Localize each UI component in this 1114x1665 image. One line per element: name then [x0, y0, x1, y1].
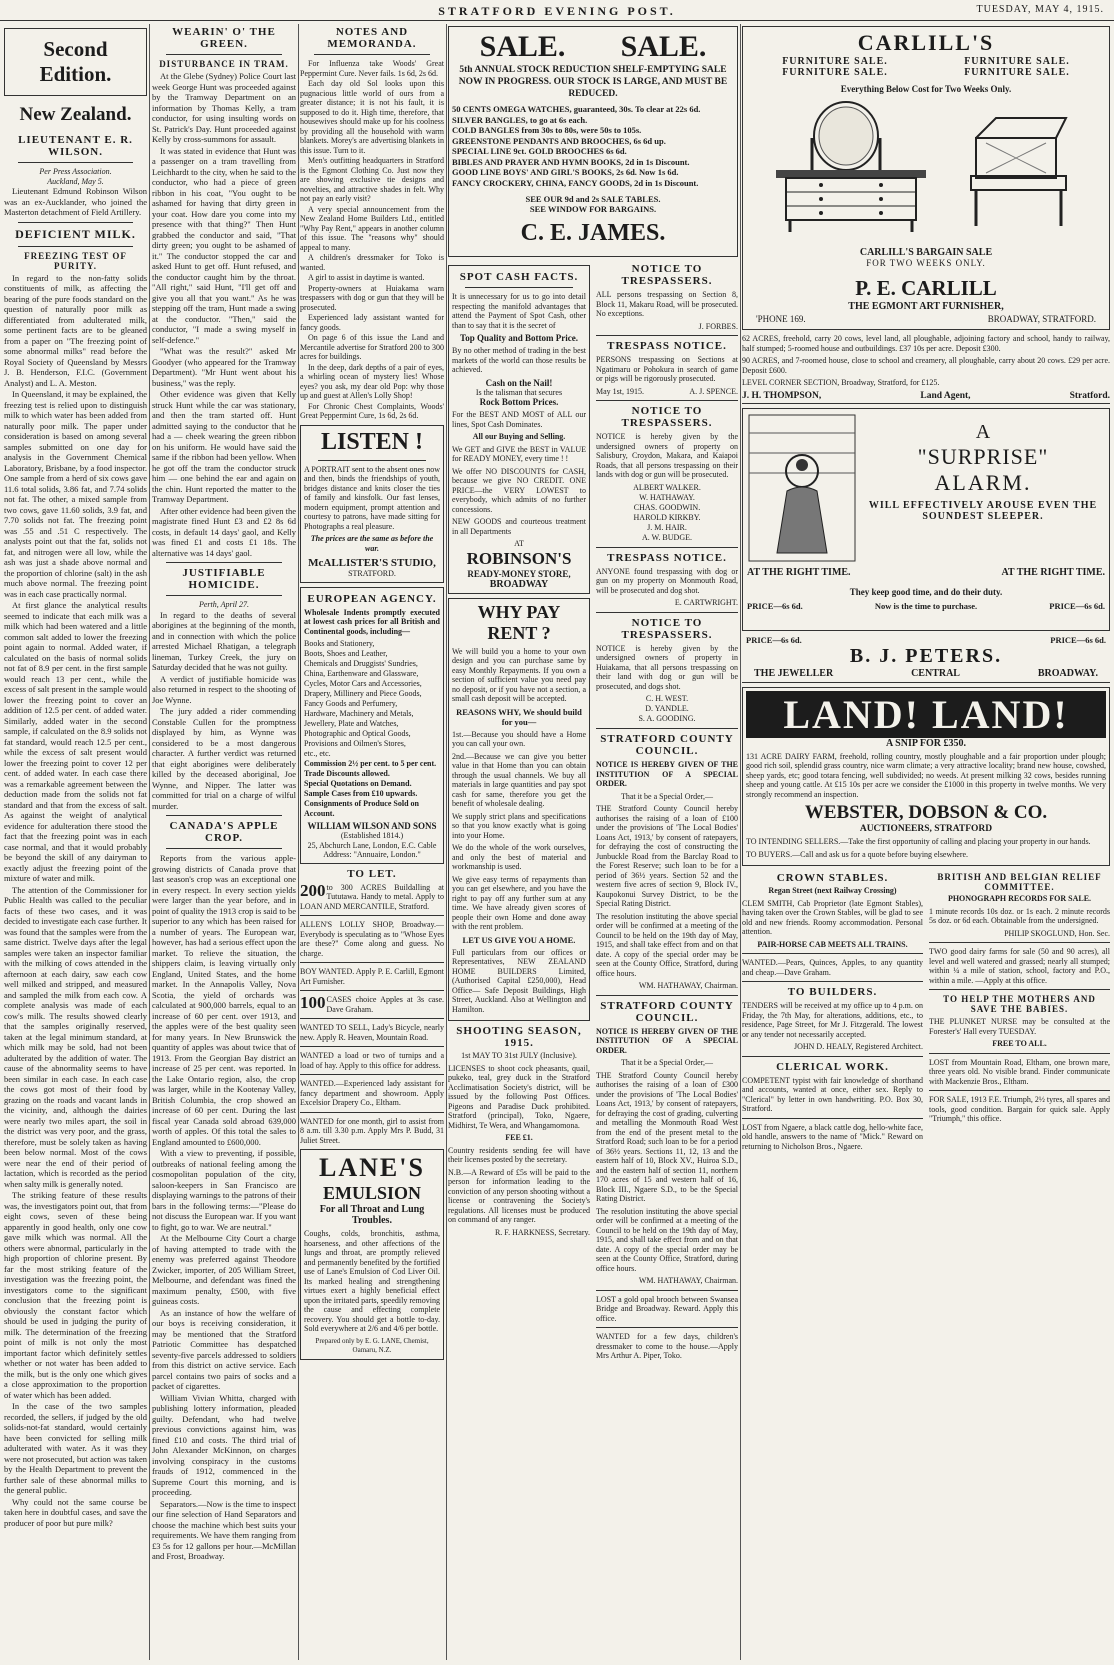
list-item: J. M. HAIR.	[647, 522, 687, 532]
reasons-text: We supply strict plans and specifications so that you know exactly what is going into your Home.	[452, 811, 586, 840]
carlill-tagline: THE EGMONT ART FURNISHER,	[848, 301, 1004, 312]
list-item: D. YANDLE.	[645, 704, 689, 713]
sale-heading: SALE.	[620, 30, 707, 63]
dairy-farms-ad: TWO good dairy farms for sale (50 and 90 acres), all level and well watered and grassed; nearly all stumped; within ¼ a mile of station, school, factory and P.O., within a mile. —Apply at this office.	[929, 947, 1110, 985]
shooting-fee: FEE £1.	[505, 1133, 533, 1142]
trespass-text: PERSONS trespassing on Sections at Ngatimaru or Pohokura in search of game or pigs will be rigorously prosecuted.	[596, 355, 738, 383]
wilson-article: Lieutenant Edmund Robinson Wilson was an ex-Aucklander, who joined the Masterton detachment of Field Artillery.	[4, 186, 147, 217]
list-item: Photographic and Optical Goods,	[304, 729, 411, 738]
column-1	[4, 24, 147, 1660]
dressing-table-icon	[746, 98, 1106, 243]
list-item: Commission 2½ per cent. to 5 per cent.	[304, 759, 437, 768]
spot-text: NEW GOODS and courteous treatment in all Departments	[452, 517, 586, 536]
builders-heading: TO BUILDERS.	[787, 986, 878, 998]
prices-note: The prices are the same as before the war.	[310, 534, 434, 553]
divider	[300, 915, 444, 916]
apples-ad: 100 CASES choice Apples at 3s case. Dave Graham.	[300, 993, 444, 1014]
spot-text: We GET and GIVE the BEST in VALUE for READY MONEY, every time ! !	[452, 444, 586, 463]
shooting-nb: N.B.—A Reward of £5s will be paid to the person for information leading to the conviction of any person shooting without a license or contravening the Society's regulations. All licenses must be produced on command of any ranger.	[448, 1167, 590, 1224]
sale-line: BIBLES AND PRAYER AND HYMN BOOKS, 2d in 1s Discount.	[452, 156, 690, 167]
sale-line: COLD BANGLES from 30s to 80s, were 50s to 105s.	[452, 125, 642, 135]
spot-firm: ROBINSON'S	[466, 548, 572, 568]
emulsion-body: Coughs, colds, bronchitis, asthma, hoarseness, and other affections of the lungs and throat, are promptly relieved and permanently benefited by the fortified use of Lane's Emulsion of Cod Liver Oil. Its marked healing and strengthening virtues exert a highly beneficial effect upon the irritated parts, speedily removing the cause and effecting complete recovery. You should get a bottle to-day. Sold everywhere at 2/6 and 4/6 per bottle.	[304, 1229, 440, 1333]
agency-address: 25, Abchurch Lane, London, E.C. Cable Address: "Annuaire, London."	[307, 840, 437, 859]
list-item: CHAS. GOODWIN.	[633, 502, 701, 512]
divider	[742, 1118, 923, 1119]
alarm-prices-2: PRICE—6s 6d. PRICE—6s 6d.	[746, 634, 1106, 645]
dateline: Auckland, May 5.	[47, 176, 104, 186]
turnips-ad: WANTED a load or two of turnips and a load of hay. Apply to this office for address.	[300, 1051, 444, 1070]
press-credit: Per Press Association.	[39, 167, 112, 176]
trespass-signature: J. FORBES.	[698, 321, 738, 331]
trespass-text: ALL persons trespassing on Section 8, Block 11, Makaru Road, will be prosecuted. No exceptions.	[596, 290, 738, 318]
portrait-text: A PORTRAIT sent to the absent ones now and then, binds the friendships of youth, bridges distance and knits closer the ties of family and kinsfolk. Our fast lenses, modern equipment, prompt attention and courtesy to patrons, have made sitting for Photographs a real pleasure.	[304, 464, 440, 531]
sale-firm: C. E. JAMES.	[520, 220, 666, 246]
lolly-ad: ALLEN'S LOLLY SHOP, Broadway.—Everybody is speculating as to "Whose Eyes are these?" Come along and guess. No charge.	[300, 920, 444, 958]
crown-body: CLEM SMITH, Cab Proprietor (late Egmont Stables), having taken over the Crown Stables, will be glad to see old and new friends. Roomy accommodation. Personal attention.	[742, 898, 923, 936]
dateline: Perth, April 27.	[198, 600, 250, 609]
council-heading: STRATFORD COUNTY COUNCIL.	[600, 733, 734, 757]
studio-town: STRATFORD.	[348, 569, 396, 578]
below-cost-line: Everything Below Cost for Two Weeks Only.	[840, 84, 1012, 94]
council-heading: STRATFORD COUNTY COUNCIL.	[600, 999, 734, 1024]
divider	[742, 1056, 923, 1057]
spot-cash-advert	[448, 265, 590, 594]
list-item: Chemicals and Druggists' Sundries,	[304, 659, 418, 668]
trespass-names	[596, 483, 738, 543]
subhead-freezing: FREEZING TEST OF PURITY.	[24, 250, 127, 271]
sale-lines	[452, 104, 734, 188]
trespass-signature: E. CARTWRIGHT.	[674, 598, 738, 607]
trespass-names	[596, 694, 738, 724]
reasons-text: 2nd.—Because we can give you better value in that Home than you can obtain through the usual channels. We buy all materials in large quantities and pay spot cash for same, therefore you get the benefit of wholesale dealing.	[452, 751, 586, 808]
acres-ad: 200 to 300 ACRES Buildalling at Tututawa. Handy to metal. Apply to LOAN AND MERCANTILE, Stratford.	[300, 880, 444, 911]
free-to-all: FREE TO ALL.	[992, 1039, 1047, 1048]
furniture-sale-label: FURNITURE SALE.	[782, 67, 888, 78]
home-builders-text: Full particulars from our offices or Representatives, NEW ZEALAND HOME BUILDERS Limited, (Authorised Capital £250,000), Head Office— Safe Deposit Buildings, High Street, Auckland. Also at Wellington and Hamilton.	[452, 947, 586, 1014]
headline-apple: CANADA'S APPLE CROP.	[169, 820, 279, 844]
agency-firm: WILLIAM WILSON AND SONS	[307, 821, 437, 831]
lost-mare-ad: LOST from Mountain Road, Eltham, one brown mare, three years old. No visible brand. Finder communicate with Mackenzie Bros., Eltham.	[929, 1057, 1110, 1086]
bargain-line: CARLILL'S BARGAIN SALE	[859, 247, 993, 258]
council-that: That it be a Special Order,—	[620, 1058, 714, 1067]
list-item: Hardware, Machinery and Metals,	[304, 709, 414, 718]
armchair-icon	[971, 118, 1066, 226]
furniture-sale-lines	[746, 56, 1106, 67]
divider	[300, 1046, 444, 1047]
council-signature: WM. HATHAWAY, Chairman.	[638, 981, 738, 990]
agency-intro: Wholesale Indents promptly executed at lowest cash prices for all British and Continental goods, including—	[304, 607, 440, 636]
reasons-text: 1st.—Because you should have a Home you can call your own.	[452, 729, 586, 748]
shooting-body: LICENSES to shoot cock pheasants, quail, pukeko, teal, grey duck in the Stratford Acclimatisation Society's district, will be issued by the following Post Offices. Pigeons and Paradise Duck prohibited. Stratford (principal), Toko, Ngaere, Midhirst, Te Wera, and Whangamomona.	[448, 1063, 590, 1130]
shooting-dates: 1st MAY TO 31st JULY (Inclusive).	[461, 1051, 577, 1060]
alarm-advert	[742, 408, 1110, 631]
emulsion-title: EMULSION	[322, 1183, 421, 1203]
divider	[18, 246, 132, 247]
rent-heading: WHY PAY RENT ?	[477, 601, 561, 643]
girl-wanted-ad: WANTED for one month, girl to assist from 8 a.m. till 3.30 p.m. Apply Mrs P. Budd, 31 Juliet Street.	[300, 1116, 444, 1145]
alarm-a: A	[975, 420, 991, 443]
divider	[300, 1112, 444, 1113]
crown-address: Regan Street (next Railway Crossing)	[768, 886, 897, 895]
carlill-phone: 'PHONE 169.	[756, 314, 806, 324]
plunket-text: THE PLUNKET NURSE may be consulted at the Forester's' Hall every TUESDAY.	[929, 1017, 1110, 1036]
list-item: A. W. BUDGE.	[641, 532, 692, 542]
divider	[465, 287, 572, 288]
divider	[742, 953, 923, 954]
divider	[929, 942, 1110, 943]
col4-left	[448, 261, 590, 1364]
divider	[18, 162, 132, 163]
council-that: That it be a Special Order,—	[620, 791, 714, 801]
carlill-advert	[742, 26, 1110, 330]
furniture-illustration	[746, 98, 1106, 243]
trespass-heading: TRESPASS NOTICE.	[607, 551, 727, 564]
alarm-right-time: AT THE RIGHT TIME. AT THE RIGHT TIME.	[747, 566, 1105, 578]
furniture-sale-label: FURNITURE SALE.	[964, 56, 1070, 67]
divider	[300, 990, 444, 991]
land-body: 131 ACRE DAIRY FARM, freehold, rolling country, mostly ploughable and a fair proportion under plough; good rich soil, splendid grass country, nice warm climate; a very attractive locality; brand new house, cowshed, sheep yards, etc; good totara fencing, well subdivided; no weeds. At present milking 32 cows, besides running sheep and young cattle. At £15 10s per acre we consider the £1000 in this property in twelve months. We very strongly recommend an inspection.	[746, 751, 1106, 799]
homicide-article: In regard to the deaths of several aborigines at the beginning of the month, and in connection with which the police arrested Michael Rhatigan, a telegraph lineman, Turkey Creek, the jury on Saturday decided that he was not guilty. A verdict of justifiable homicide was also returned in respect to the shooting of Joe Wynne. The jury added a rider commending Constable Cullen for the promptness displayed by him, as Wynne was considered to be a most dangerous character. A further verdict was returned that eight aborigines were deliberately killed by the deceased aboriginal, Joe Wynne, and Nipper. The latter was committed for trial on a charge of wilful murder.	[152, 609, 296, 811]
spot-text: We offer NO DISCOUNTS for CASH, because we give NO CREDIT. ONE PRICE—the VERY LOWEST to everybody, which admits of no further concessions.	[452, 466, 586, 514]
second-edition-box	[4, 28, 147, 96]
column-divider	[446, 24, 447, 1660]
land-advert	[742, 687, 1110, 867]
list-item: Consignments of Produce Sold on Account.	[304, 799, 419, 818]
sale-line: 50 CENTS OMEGA WATCHES, guaranteed, 30s. To clear at 22s 6d.	[452, 104, 701, 114]
reasons-heading: REASONS WHY, We should build for you—	[456, 706, 582, 727]
divider	[18, 222, 132, 223]
furniture-sale-lines	[746, 67, 1106, 78]
rent-text: We will build you a home to your own design and you can purchase same by easy Monthly Repayments. If you own a section of sufficient value you need pay no deposit, or if you have not a section, a small cash deposit will be accepted.	[452, 646, 586, 703]
apple-article: Reports from the various apple-growing districts of Canada prove that last season's crop was an exceptional one in every respect. In every section yields were larger than the year before, and in point of quality the 1913 crop is said to be superior to any which has been raised for a number of years. The European war, however, has had a serious effect upon the market. To relieve the situation, the shippers claim, is leaving virtually only England, United States, and the home market. In the Annapolis Valley, Nova Scotia, the yield of orchards was calculated at 900,000 barrels, equal to an increase of 60 per cent. over 1913, and the apples were of the best quality seen for many years. In New Brunswick the quantity of apples was about twice that of 1913. From the Georgian Bay district an increase of 25 per cent. was reported. In the Lake Ontario region, also, the crop was larger, while in the Kootenay Valley, British Columbia, the crop showed an increase of 60 per cent. During the last fiscal year Canada sold abroad 639,000 worth of apples. Of this total the sales to England amounted to £600,000. With a view to preventing, if possible, outbreaks of national feeling among the cosmopolitan population of the city, saloon-keepers in San Francisco are displaying warnings to the patrons of their bars in the following terms:—"Please do not discuss the European war. If you want to fight, go to war. We are neutral." At the Melbourne City Court a charge of having attempted to trade with the enemy was preferred against Theodore Zwicker, importer, of 205 William Street, Melbourne, and defendant was fined the maximum penalty, £500, with five guineas costs. As an instance of how the welfare of our boys is receiving consideration, it may be mentioned that the Stratford Patriotic Committee has despatched seventy-five parcels addressed to soldiers from this district on active service. Each parcel contains two pairs of socks and a packet of cigarettes. William Vivian Whitta, charged with publishing lottery information, pleaded guilty. Defendant, who had twelve previous convictions against him, was fined £10 and costs. The third trial of John Alexander McKinnon, on charges involving conspiracy in the customs frauds of 1912, commenced in the Supreme Court this morning, and is proceeding. Separators.—Now is the time to inspect our fine selection of Hand Separators and choose the machine which best suits your requirements. We have them ranging from £3 5s for 12 gallons per hour.—McMillan and Frost, Broadway.	[152, 853, 296, 1561]
headline-milk: DEFICIENT MILK.	[15, 226, 136, 241]
peters-line: THE JEWELLER CENTRAL BROADWAY.	[742, 668, 1110, 683]
bargain-period: FOR TWO WEEKS ONLY.	[866, 258, 986, 268]
column-5	[742, 24, 1110, 1660]
triumph-sale-ad: FOR SALE, 1913 F.E. Triumph, 2½ tyres, all spares and tools, good condition. Bargain for quick sale. Apply "Triumph," this office.	[929, 1095, 1110, 1123]
mothers-heading: TO HELP THE MOTHERS AND SAVE THE BABIES.	[943, 994, 1096, 1014]
pears-ad: WANTED.—Pears, Quinces, Apples, to any quantity and cheap.—Dave Graham.	[742, 958, 923, 977]
spot-text: For the BEST AND MOST of ALL our lines, Spot Cash Dominates.	[452, 410, 586, 429]
divider	[166, 848, 281, 849]
issue-date: TUESDAY, MAY 4, 1915.	[976, 4, 1104, 15]
divider	[929, 989, 1110, 990]
list-item: Provisions and Oilmen's Stores,	[304, 739, 406, 748]
carlill-name: P. E. CARLILL	[855, 276, 997, 300]
sale-headings	[452, 30, 734, 64]
column-2	[152, 24, 296, 1660]
divider	[314, 54, 429, 55]
spot-heading: SPOT CASH FACTS.	[459, 271, 579, 283]
divider	[596, 612, 738, 613]
divider	[929, 1053, 1110, 1054]
spot-top-quality: Top Quality and Bottom Price.	[460, 333, 578, 343]
sale-line: SILVER BANGLES, to go at 6s each.	[452, 114, 588, 125]
land-listing: 90 ACRES, and 7-roomed house, close to school and creamery, all ploughable, carry about 20 cows. £29 per acre. Deposit £600.	[742, 356, 1110, 375]
webster-name: WEBSTER, DOBSON & CO.	[804, 802, 1048, 823]
trespass-text: ANYONE found trespassing with dog or gun on my property on Monmouth Road, will be prosecuted and dog shot.	[596, 566, 738, 595]
lost-brooch-ad: LOST a gold opal brooch between Swansea Bridge and Broadway. Reward. Apply this office.	[596, 1294, 738, 1323]
divider	[596, 1290, 738, 1291]
column-4	[448, 24, 738, 1660]
council-subheading: NOTICE IS HEREBY GIVEN OF THE INSTITUTION OF A SPECIAL ORDER.	[596, 1026, 738, 1055]
emulsion-maker: Prepared only by E. G. LANE, Chemist, Oamaru, N.Z.	[315, 1336, 429, 1354]
divider	[742, 981, 923, 982]
boy-wanted-ad: BOY WANTED. Apply P. E. Carlill, Egmont Art Furnisher.	[300, 967, 444, 986]
col5-left	[742, 870, 923, 1154]
spot-rock-bottom: Rock Bottom Prices.	[479, 397, 559, 407]
trespass-signature: A. J. SPENCE.	[689, 386, 738, 396]
agency-advert	[300, 587, 444, 864]
phono-heading: PHONOGRAPH RECORDS FOR SALE.	[947, 894, 1092, 903]
sale-line: SPECIAL LINE 9ct. GOLD BROOCHES 6s 6d.	[452, 146, 627, 156]
reasons-text: We do the whole of the work ourselves, and only the best of material and workmanship is used.	[452, 843, 586, 871]
list-item: China, Earthenware and Glassware,	[304, 669, 419, 678]
column-divider	[149, 24, 150, 1660]
spot-text: It is unnecessary for us to go into detail respecting the manifold advantages that attend the Payment of Spot Cash, other than to say that it is the secret of	[452, 292, 586, 330]
spot-at: AT	[514, 539, 524, 548]
to-buyers: TO BUYERS.—Call and ask us for a quote before buying elsewhere.	[746, 849, 969, 859]
council-text: THE Stratford County Council hereby authorises the raising of a loan of £100 under the provisions of 'The Local Bodies' Loans Act, 1913,' by consent of ratepayers, for defraying the cost of constructing the Junbuckle Road from the Barclay Road to the Forest Reserve; such loan to be for a period of 36½ years. Section 52 and the western five acres of section 9, Block IV., Kaupokonui Survey District, to be the Special Rating District.	[596, 804, 738, 908]
agency-est: (Established 1814.)	[340, 831, 404, 840]
list-item: Special Quotations on Demand.	[304, 779, 412, 788]
land-agent: J. H. THOMPSON, Land Agent, Stratford.	[742, 391, 1110, 404]
agency-terms	[304, 759, 440, 819]
alarm-title: ALARM.	[934, 469, 1032, 495]
furniture-sale-label: FURNITURE SALE.	[964, 67, 1070, 78]
assistant-ad: WANTED.—Experienced lady assistant for fancy department and showroom. Apply Excelsior Drapery Co., Eltham.	[300, 1079, 444, 1107]
tolet-heading: TO LET.	[347, 867, 397, 880]
sale-line: GOOD LINE BOYS' AND GIRL'S BOOKS, 2s 6d. Now 1s 6d.	[452, 167, 679, 177]
list-item: Drapery, Millinery and Piece Goods,	[304, 689, 422, 698]
list-item: Jewellery, Plate and Watches,	[304, 719, 399, 728]
divider	[166, 562, 281, 563]
trespass-heading: TRESPASS NOTICE.	[607, 340, 727, 352]
masthead	[0, 0, 1114, 21]
trespass-date: May 1st, 1915.	[596, 386, 644, 396]
lost-dog-ad: LOST from Ngaere, a black cattle dog, hello-white face, old handle, answers to the name of "Mick." Reward on returning to Nicholson Bros., Ngaere.	[742, 1122, 923, 1151]
tram-article: At the Glebe (Sydney) Police Court last week George Hunt was proceeded against by the Tramway Department on an information by Thomas Kelly, a tram conductor, for using insulting words on St. Patrick's Day. Hunt proceeded against Kelly by cross-summons for assault. It was stated in evidence that Hunt was a passenger on a tram travelling from Leichhardt to the city, when he said to the conductor, who had a piece of green ribbon in his coat, "You ought to be ashamed for having that dirty green in your coat. How dare you come into my presence with that thing?" Then Hunt grabbed the conductor and said, "That dirty green; you ought to be ashamed of it." The conductor stopped the car and asked Hunt to get off. Hunt refused, and the conductor caught him by the throat. "All right," said Hunt, "I'll get off and give you all that you want." As he was stepping off the tram, Hunt made a swing at the conductor. "Then," said the conductor, "I made a swing myself in self-defence." "What was the result?" asked Mr Goodyer (who appeared for the Tramway Department). "Mr Hunt went about his business," was the reply. Other evidence was given that Kelly struck Hunt while the car was stationary, and then the tram started off. Hunt admitted saying to the conductor that he had a — cheek wearing the green ribbon on his uniform. He would have said the same if the ribbon had been yellow. When he got off the tram the conductor struck him — one behind the ear and again on the chin. Hunt reported the matter to the Tramway Department. After other evidence had been given the magistrate fined Hunt £3 and £2 8s 6d costs, in default 14 days' gaol, and Kelly was fined £1 and costs £1 18s. The alternative was 14 days' gaol.	[152, 71, 296, 558]
divider	[166, 54, 281, 55]
phono-body: 1 minute records 10s doz. or 1s each. 2 minute records 5s doz. or 6d each. Obtainable from the undersigned.	[929, 906, 1110, 925]
council-resolution: The resolution instituting the above special order will be confirmed at a meeting of the Council to be held on the 19th day of May, 1915, and shall take effect from and on that date. A copy of the special order may be seen at the County Office, Stratford, during office hours.	[596, 1206, 738, 1273]
list-item: S. A. GOODING.	[638, 714, 696, 723]
list-item: HAROLD KIRKBY.	[633, 512, 701, 522]
spot-broadway: BROADWAY	[489, 578, 549, 590]
clerical-text: COMPETENT typist with fair knowledge of shorthand and accounts, wanted at once, either sex. Reply to "Clerical" by letter in own handwriting. P.O. Box 30, Stratford.	[742, 1075, 923, 1113]
alarm-surprise: "SURPRISE"	[917, 443, 1049, 469]
furniture-sale-label: FURNITURE SALE.	[782, 56, 888, 67]
shooting-signature: R. F. HARKNESS, Secretary.	[494, 1227, 590, 1237]
trespass-text: NOTICE is hereby given by the undersigned owners of property on Salisbury, Croydon, Makara, and Kaiapoi Roads, that all persons trespassing on their lands with dog or gun will be prosecuted.	[596, 432, 738, 479]
col4-right	[596, 261, 738, 1364]
divider	[596, 547, 738, 548]
bicycle-ad: WANTED TO SELL, Lady's Bicycle, nearly new. Apply R. Heaven, Mountain Road.	[300, 1023, 444, 1042]
sale-heading: SALE.	[479, 30, 566, 63]
carlill-heading: CARLILL'S	[857, 30, 995, 55]
newspaper-title: STRATFORD EVENING POST.	[438, 4, 676, 18]
list-item: Sample Cases from £10 upwards.	[304, 789, 418, 798]
trespass-heading: NOTICE TO TRESPASSERS.	[621, 616, 713, 641]
council-subheading: NOTICE IS HEREBY GIVEN OF THE INSTITUTION OF A SPECIAL ORDER.	[596, 760, 738, 788]
section-heading: New Zealand.	[19, 104, 132, 125]
spot-text: Is the talisman that secures	[475, 387, 563, 397]
col4-split	[448, 261, 738, 1364]
council-text: THE Stratford County Council hereby authorises the raising of a loan of £300 under the provisions of 'The Local Bodies' Loans Act, 1913,' by consent of ratepayers, for defraying the cost of grading, culverting and metalling the Monmouth Road West from the end of the present metal to the Stratford Road; such loan to be for a period of 36½ years. Sections 11, 12, 13 and the eastern half of 10, Block XV., Huiroa S.D., and the eastern half of section 11, northern 170 acres of 15 and western half of 16, Block III., Ngaere S.D., to be the Special Rating District.	[596, 1070, 738, 1203]
list-item: Trade Discounts allowed.	[304, 769, 390, 778]
trespass-text: NOTICE is hereby given by the undersigned owners of property in Huiakama, that all persons trespassing on their land with dog or gun will be prosecuted, and dogs shot.	[596, 643, 738, 691]
council-resolution: The resolution instituting the above special order will be confirmed at a meeting of the Council to be held on the 19th day of May, 1915, and shall take effect from and on that date. A copy of the special order may be seen at the County Office, Stratford, during office hours.	[596, 911, 738, 978]
divider	[596, 400, 738, 401]
sale-tables: SEE OUR 9d and 2s SALE TABLES.	[525, 194, 661, 204]
studio-advert	[300, 425, 444, 583]
crown-cab: PAIR-HORSE CAB MEETS ALL TRAINS.	[757, 939, 908, 949]
sale-intro: 5th ANNUAL STOCK REDUCTION SHELF-EMPTYING SALE NOW IN PROGRESS. OUR STOCK IS LARGE, AND MUST BE REDUCED.	[458, 65, 728, 99]
alarm-tagline: They keep good time, and do their duty.	[849, 586, 1003, 597]
sale-line: GREENSTONE PENDANTS AND BROOCHES, 6s 6d up.	[452, 135, 666, 146]
divider	[300, 1018, 444, 1019]
council-signature: WM. HATHAWAY, Chairman.	[638, 1276, 738, 1285]
spot-text: All our Buying and Selling.	[472, 432, 566, 441]
spot-text: By no other method of trading in the best markets of the world can those results be achieved.	[452, 346, 586, 374]
agency-list	[304, 639, 440, 759]
intending-sellers: TO INTENDING SELLERS.—Take the first opportunity of calling and placing your property in our hands.	[746, 837, 1091, 846]
divider	[318, 460, 427, 461]
list-item: W. HATHAWAY.	[639, 492, 695, 502]
relief-heading: BRITISH AND BELGIAN RELIEF COMMITTEE.	[937, 872, 1102, 892]
headline-wilson: LIEUTENANT E. R. WILSON.	[18, 134, 133, 158]
edition-heading: Second Edition.	[39, 37, 112, 86]
sale-line: FANCY CROCKERY, CHINA, FANCY GOODS, 2d in 1s Discount.	[452, 177, 699, 188]
land-snip: A SNIP FOR £350.	[885, 737, 966, 749]
alarm-claim: WILL EFFECTIVELY AROUSE EVEN THE SOUNDEST SLEEPER.	[868, 499, 1098, 522]
divider	[929, 1090, 1110, 1091]
divider	[166, 595, 281, 596]
list-item: Fancy Goods and Perfumery,	[304, 699, 398, 708]
phono-signature: PHILIP SKOGLUND, Hon. Sec.	[1004, 928, 1110, 938]
tenders-signature: JOHN D. HEALY, Registered Architect.	[793, 1042, 923, 1051]
clock-figure-icon	[747, 413, 857, 563]
emulsion-brand: LANE'S	[319, 1153, 425, 1182]
list-item: Boots, Shoes and Leather,	[304, 649, 388, 658]
agency-heading: EUROPEAN AGENCY.	[307, 592, 437, 605]
alarm-prices: PRICE—6s 6d. Now is the time to purchase. PRICE—6s 6d.	[747, 600, 1105, 611]
divider	[300, 962, 444, 963]
listen-heading: LISTEN !	[320, 428, 424, 455]
webster-tagline: AUCTIONEERS, STRATFORD	[859, 824, 993, 834]
divider	[300, 1074, 444, 1075]
carlill-contact	[746, 312, 1106, 326]
studio-name: McALLISTER'S STUDIO,	[308, 557, 436, 569]
land-listing: LEVEL CORNER SECTION, Broadway, Stratford, for £125.	[742, 378, 940, 387]
reasons-text: We give easy terms of repayments than you can get elsewhere, and you have the right to pay off any further sum at any time. We have already given scores of people their own Home and done away with the rent problem.	[452, 874, 586, 931]
trespass-heading: NOTICE TO TRESPASSERS.	[621, 263, 713, 287]
list-item: Books and Stationery,	[304, 639, 375, 648]
headline-homicide: JUSTIFIABLE HOMICIDE.	[182, 567, 266, 591]
notes-article: For Influenza take Woods' Great Peppermint Cure. Never fails. 1s 6d, 2s 6d. Each day old Sol looks upon this pugnacious little world of ours from a greater distance; it is not his fault, it is supposed to do it. High time, therefore, that housewives should make up for his coolness by providing all the household with warm blankets. Morey's are advertising blankets in this issue. Turn to it. Men's outfitting headquarters in Stratford is the Egmont Clothing Co. Just now they are showing exclusive tie designs and novelties, and attractive shades in felt. Why not pay an early visit? A very special announcement from the New Zealand Home Builders Ltd., entitled "Why Pay Rent," appears in another column of this issue. The "reasons why" should appeal to many. A children's dressmaker for Toko is wanted. A girl to assist in daytime is wanted. Property-owners at Huiakama warn trespassers with dog or gun that they will be prosecuted. Experienced lady assistant wanted for fancy goods. On page 6 of this issue the Land and Mercantile advertise for Stratford 200 to 300 acres for buildings. In the deep, dark depths of a pair of eyes, a whirling ocean of mystery lies! Whose eyes? you ask, my dear old Pop: why those up and guest at Allen's Lolly Shop! For Chronic Chest Complaints, Woods' Great Peppermint Cure, 1s 6d, 2s 6d.	[300, 59, 444, 420]
dressmaker-ad: WANTED for a few days, children's dressmaker to come to the house.—Apply Mrs Arthur A. Piper, Toko.	[596, 1332, 738, 1360]
clerical-heading: CLERICAL WORK.	[776, 1060, 889, 1073]
column-divider	[298, 24, 299, 1660]
list-item: etc., etc.	[304, 749, 331, 758]
land-heading: LAND! LAND!	[746, 691, 1106, 738]
milk-article: In regard to the non-fatty solids constituents of milk, as affecting the bearing of the pure foods standard on the question of naturally poor milk as differentiated from adulterated milk, some pertinent facts are to be gleaned from a paper on "The freezing point of some abnormal milks" read before the Royal Society of Queensland by Messrs J. B. Henderson, F.I.C. (Government Analyst) and L. A. Meston. In Queensland, it may be explained, the freezing test is relied upon to distinguish milk to which water has been added from naturally poor milk. The paper under consideration is based on among several samples submitted on one day for analysis in the Government Chemical Laboratory, Brisbane, by a food inspector. One sample from a herd of six cows gave 11.6 total solids, 3.86 fat, and 7.74 solids not fat. The other, a mixed sample from two cows, gave 11.60 solids, 3.9 fat, and 7.70 solids not fat. The freezing point was .55 and .51 C respectively. The analysts point out that the fat, solids not fat, and nitrogen were all low, while the ash was just a shade above normal and the proportion of chlorine (salt) in the ash much above normal. The freezing point was in each case practically normal. At first glance the analytical results seemed to indicate that each milk was a milk which had been watered and a little common salt added to lower the freezing point again to normal. Added water, if calculated on the basis of normal solids not fat of 8.9 per cent. in the first sample would reach 13 per cent., while the excess of salt present in the sample would lower the freezing point to cover an addition of 12.5 per cent. of added water. Similarly, added water in the second sample, if calculated on the 8.9 solids not fat standard, would reach 12.5 per cent., while the excess of salt present would lower the freezing point to cover 12 per cent. of added water. In each case there was a remarkable agreement between the deduction made from the solids not fat standard and that from the excess of salt. As against the weight of analytical evidence for adulteration there stood the fact that the freezing point was in each case normal, and that it would probably be beyond the skill of any dairyman to exactly adjust the freezing point of the mixture of water and milk. The attention of the Commissioner for Public Health was called to the peculiar facts of these two cases, and it was decided to investigate each case further. It was found that the samples were from the same district. Twelve days after the legal samples were taken an inspector familiar with the milking of cows attended in the afternoon at each dairy, saw each cow well milked and stripped, and measured and sampled the milk from each cow. A complete analysis was made of each cow's milk. The results showed clearly that the samples originally reserved, taken at the legal minimum standard, at which milk may be sold, had not been adulterated by the addition of water. The cause of the abnormality seems to have been similar in each case. In each case the cows got most of their food by grazing on the roads and vacant lands in the vicinity, and, although the dairies were nearly two miles apart, the soil in the district was very poor, and the grass, therefore, must be solely taken as having been below normal. Most of the cows were near the end of their period of lactation, which is recorded as the period when salty milk is generally noted. The striking feature of these results was, the investigators point out, that from eight cows, seven of these being apparently in good health, only one cow gave milk which was normal. All the others were abnormal, particularly in the high proportion of chlorine present. By far the most striking feature of the investigation was the freezing point, the investigators come to the significant conclusion that the freezing point is obviously the constant factor which should be used in judging the purity of milk. The determination of the freezing point of milk is not only the most important factor which definitely settles whether or not water has been added to the milk, but is the only one which gives a close approximation to the proportion of water which has been added. In the case of the two samples recorded, the sellers, if judged by the old solids-not-fat standard, would certainly have been convicted for selling milk adulterated with water. As it was they were not prosecuted, but action was taken by the Health Department to prevent the further sale of these abnormal milks to the general public. Why could not the same course be taken here in doubtful cases, and save the producer of poor but pure milk?	[4, 272, 147, 1528]
spot-cash-nail: Cash on the Nail!	[485, 377, 553, 388]
crown-heading: CROWN STABLES.	[776, 872, 889, 884]
shooting-heading: SHOOTING SEASON, 1915.	[456, 1025, 582, 1049]
alarm-text	[868, 421, 1098, 522]
trespass-heading: NOTICE TO TRESPASSERS.	[621, 405, 713, 429]
peters-name: B. J. PETERS.	[849, 644, 1003, 667]
sale-window: SEE WINDOW FOR BARGAINS.	[529, 204, 657, 214]
column-3	[300, 24, 444, 1660]
list-item: C. H. WEST.	[645, 694, 689, 703]
list-item: Cycles, Motor Cars and Accessories,	[304, 679, 422, 688]
headline-green: WEARIN' O' THE GREEN.	[172, 26, 276, 50]
headline-notes: NOTES AND MEMORANDA.	[327, 26, 417, 50]
divider	[596, 728, 738, 729]
divider	[166, 815, 281, 816]
land-listing: 62 ACRES, freehold, carry 20 cows, level land, all ploughable, adjoining factory and school, handy to railway, half stumped; 5-roomed house and outbuildings. £37 10s per acre. Deposit £300.	[742, 334, 1110, 353]
home-builders-advert	[448, 598, 590, 1022]
spot-store: READY-MONEY STORE,	[467, 568, 571, 579]
give-home: LET US GIVE YOU A HOME.	[462, 934, 576, 945]
divider	[596, 1327, 738, 1328]
col5-split	[742, 870, 1110, 1154]
divider	[596, 995, 738, 996]
list-item: ALBERT WALKER.	[633, 482, 701, 492]
divider	[596, 335, 738, 336]
james-sale-advert	[448, 26, 738, 257]
carlill-address: BROADWAY, STRATFORD.	[987, 314, 1096, 324]
col5-right	[929, 870, 1110, 1154]
emulsion-advert	[300, 1149, 444, 1360]
emulsion-subtitle: For all Throat and Lung Troubles.	[319, 1204, 425, 1226]
column-divider	[740, 24, 741, 1660]
tenders-text: TENDERS will be received at my office up to 4 p.m. on Friday, the 7th May, for alterations, additions, etc., to residence, Page Street, for Mr J. Fitzgerald. The lowest or any tender not necessarily accepted.	[742, 1001, 923, 1039]
trespass-footer	[596, 387, 738, 397]
shooting-country: Country residents sending fee will have their licenses posted by the secretary.	[448, 1145, 590, 1164]
subhead-tram: DISTURBANCE IN TRAM.	[159, 59, 289, 69]
